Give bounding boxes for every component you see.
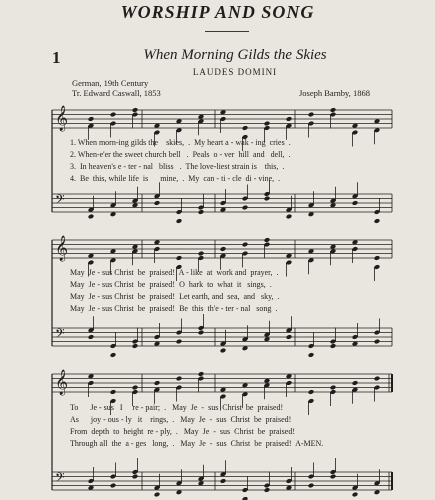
note-head: [132, 107, 139, 113]
note-head: [154, 492, 161, 498]
treble-clef-icon: 𝄞: [55, 106, 69, 131]
note-head: [198, 251, 205, 257]
tune-name: LAUDES DOMINI: [192, 67, 278, 77]
note-head: [132, 385, 139, 391]
lyric-line: May Je - sus Christ be praised! A - like at work and prayer, .: [70, 268, 279, 277]
note-head: [374, 339, 381, 345]
note-head: [330, 107, 337, 113]
lyric-line: 3. In heaven's e - ter - nal bliss . The love-liest strain is this, .: [70, 162, 285, 171]
note-head: [110, 483, 117, 489]
lyric-line: From depth to height re - ply, . May Je - sus Christ be praised!: [70, 427, 296, 436]
treble-clef-icon: 𝄞: [55, 370, 69, 395]
note-head: [132, 343, 139, 349]
treble-clef-icon: 𝄞: [55, 236, 69, 261]
credit-origin: German, 19th Century: [72, 78, 149, 88]
note-head: [374, 376, 381, 382]
note-head: [220, 246, 227, 252]
note-head: [308, 483, 315, 489]
lyric-line: 1. When morn-ing gilds the skies, . My heart a - wak - ing cries .: [70, 138, 291, 147]
bass-clef-icon: 𝄢: [55, 192, 65, 210]
note-head: [352, 200, 359, 206]
note-head: [286, 116, 293, 122]
note-head: [176, 376, 183, 382]
note-head: [198, 330, 205, 336]
note-head: [242, 496, 249, 500]
lyric-line: Through all the a - ges long, . May Je - sus Christ be praised! A-MEN.: [70, 439, 324, 448]
final-bar-line: [391, 374, 393, 392]
note-head: [110, 112, 117, 118]
note-head: [154, 200, 161, 206]
hymn-number: 1: [52, 48, 61, 67]
note-head: [88, 116, 95, 122]
note-head: [286, 334, 293, 340]
lyric-line: May Je - sus Christ be praised! Let earth, and sea, and sky, .: [70, 292, 280, 301]
lyric-line: May Je - sus Christ be praised! O hark to what it sings, .: [70, 280, 272, 289]
note-head: [242, 205, 249, 211]
note-head: [88, 334, 95, 340]
note-head: [352, 380, 359, 386]
final-bar-line: [391, 472, 393, 490]
note-head: [176, 339, 183, 345]
lyric-line: 4. Be this, while life is mine, . My can - ti - cle di - vine, .: [70, 174, 281, 183]
note-head: [374, 218, 381, 224]
hymn-title: When Morning Gilds the Skies: [143, 47, 327, 63]
note-head: [110, 352, 117, 358]
note-head: [220, 348, 227, 354]
note-head: [352, 492, 359, 498]
note-head: [264, 196, 271, 202]
bass-clef-icon: 𝄢: [55, 326, 65, 344]
note-head: [176, 218, 183, 224]
note-head: [242, 125, 249, 131]
note-head: [110, 389, 117, 395]
note-head: [264, 121, 271, 127]
note-head: [220, 478, 227, 484]
lyric-line: To Je - sus I re - pair; . May Je - sus Christ be praised!: [70, 403, 284, 412]
note-head: [330, 343, 337, 349]
note-head: [330, 385, 337, 391]
note-head: [198, 371, 205, 377]
note-head: [132, 474, 139, 480]
note-head: [330, 474, 337, 480]
note-head: [308, 112, 315, 118]
bass-clef-icon: 𝄢: [55, 470, 65, 488]
note-head: [242, 242, 249, 248]
note-head: [308, 389, 315, 395]
lyric-line: 2. When-e'er the sweet church bell . Peals o - ver hill and dell, .: [70, 150, 291, 159]
note-head: [264, 237, 271, 243]
lyric-line: As joy - ous - ly it rings, . May Je - sus Christ be praised!: [70, 415, 292, 424]
note-head: [176, 255, 183, 261]
note-head: [286, 214, 293, 220]
book-title: WORSHIP AND SONG: [120, 2, 315, 22]
lyric-line: May Je - sus Christ be praised! Be this th'e - ter - nal song .: [70, 304, 278, 313]
note-head: [198, 209, 205, 215]
note-head: [88, 214, 95, 220]
credit-composer: Joseph Barnby, 1868: [299, 88, 370, 98]
note-head: [264, 487, 271, 493]
credit-translator: Tr. Edward Caswall, 1853: [72, 88, 161, 98]
note-head: [154, 380, 161, 386]
note-head: [374, 255, 381, 261]
note-head: [308, 352, 315, 358]
